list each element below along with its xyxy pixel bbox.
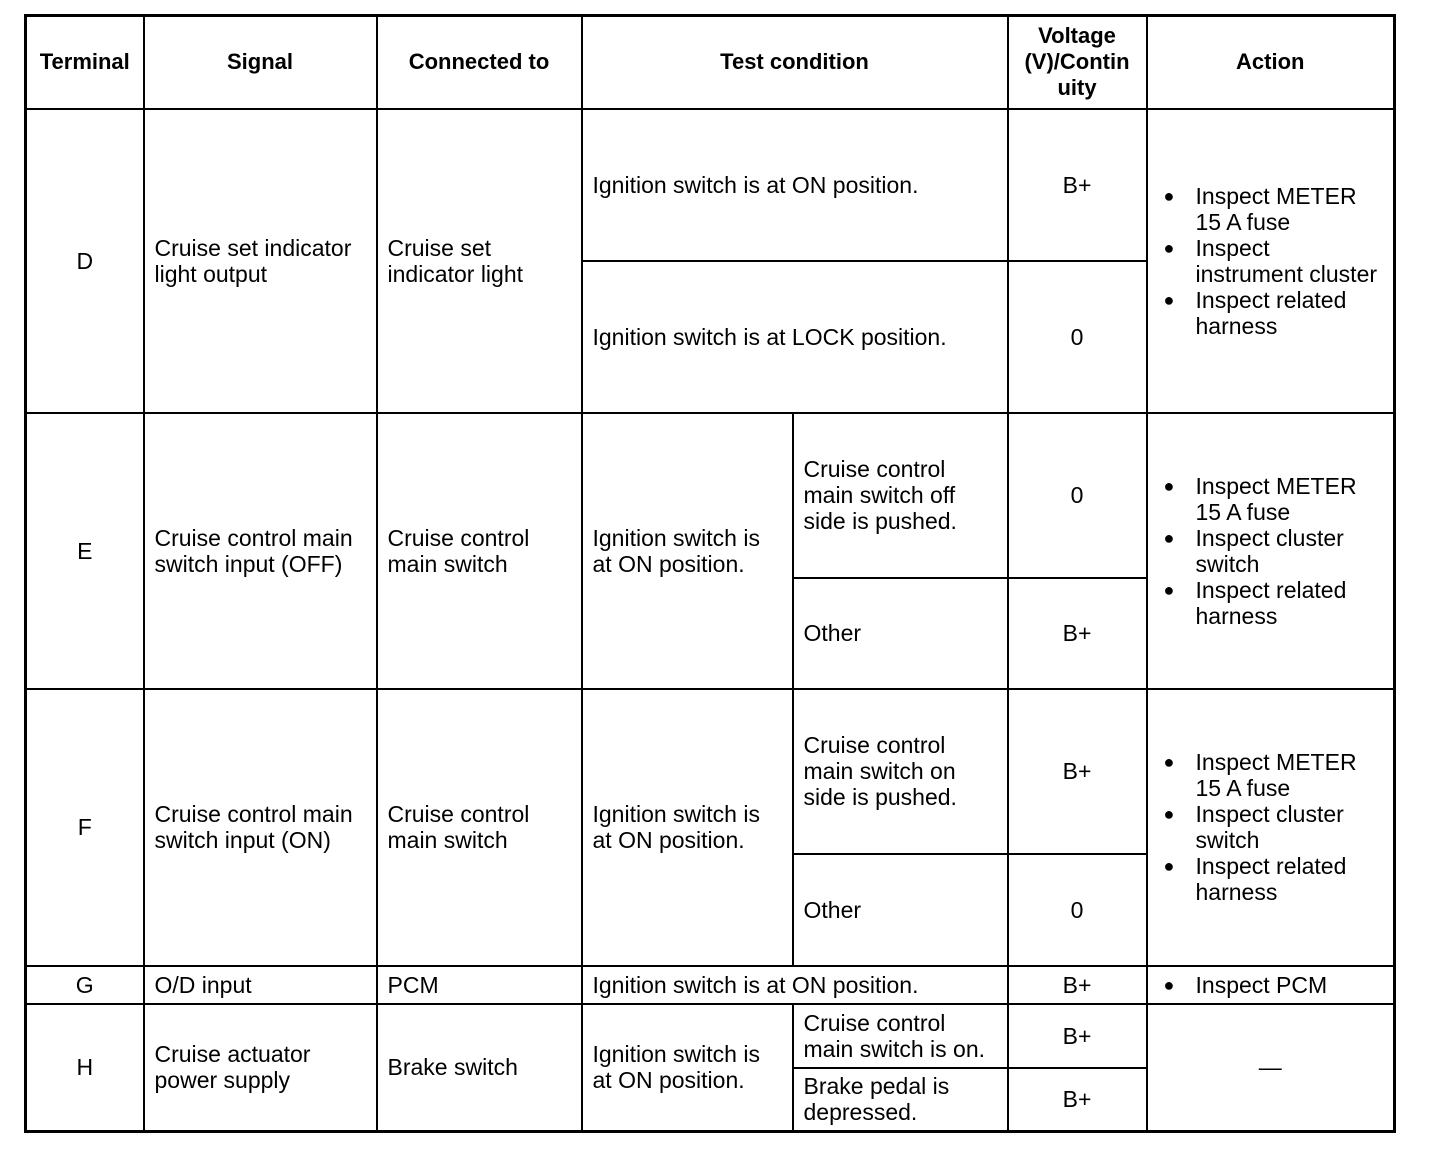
table-row [26, 966, 1395, 1004]
connected-to-cell: Cruise control main switch [377, 689, 582, 966]
connected-to-cell: Cruise set indicator light [377, 109, 582, 413]
terminal-cell: H [26, 1004, 144, 1132]
action-list [1158, 183, 1384, 339]
voltage-cell: B+ [1008, 109, 1147, 261]
signal-cell: O/D input [144, 966, 377, 1004]
table-row [26, 413, 1395, 578]
header-row [26, 16, 1395, 109]
terminal-cell: D [26, 109, 144, 413]
signal-cell: Cruise control main switch input (OFF) [144, 413, 377, 689]
sub-condition-cell: Cruise control main switch is on. [793, 1004, 1008, 1068]
sub-condition-cell: Other [793, 578, 1008, 689]
action-item: ● Inspect PCM [1158, 972, 1384, 998]
action-item: ● Inspect cluster switch [1158, 525, 1384, 577]
connected-to-cell: Brake switch [377, 1004, 582, 1132]
action-item: ● Inspect METER 15 A fuse [1158, 183, 1384, 235]
sub-condition-cell: Cruise control main switch on side is pushed. [793, 689, 1008, 854]
header-voltage: Voltage (V)/Contin uity [1008, 16, 1147, 109]
signal-cell: Cruise control main switch input (ON) [144, 689, 377, 966]
table-row [26, 1004, 1395, 1068]
test-condition-cell: Ignition switch is at ON position. [582, 966, 1008, 1004]
action-item: ● Inspect METER 15 A fuse [1158, 473, 1384, 525]
terminal-cell: G [26, 966, 144, 1004]
connected-to-cell: Cruise control main switch [377, 413, 582, 689]
action-item: ● Inspect related harness [1158, 853, 1384, 905]
voltage-cell: B+ [1008, 689, 1147, 854]
action-cell [1147, 689, 1395, 966]
header-terminal: Terminal [26, 16, 144, 109]
action-list [1158, 749, 1384, 905]
terminal-cell: F [26, 689, 144, 966]
action-item: ● Inspect related harness [1158, 577, 1384, 629]
voltage-cell: B+ [1008, 1068, 1147, 1132]
action-list [1158, 473, 1384, 629]
sub-condition-cell: Cruise control main switch off side is pushed. [793, 413, 1008, 578]
sub-condition-cell: Brake pedal is depressed. [793, 1068, 1008, 1132]
action-cell [1147, 109, 1395, 413]
voltage-cell: B+ [1008, 1004, 1147, 1068]
signal-cell: Cruise set indicator light output [144, 109, 377, 413]
voltage-cell: B+ [1008, 578, 1147, 689]
test-condition-cell: Ignition switch is at ON position. [582, 413, 793, 689]
connected-to-cell: PCM [377, 966, 582, 1004]
signal-cell: Cruise actuator power supply [144, 1004, 377, 1132]
table-row [26, 689, 1395, 854]
action-item: ● Inspect METER 15 A fuse [1158, 749, 1384, 801]
action-item: ● Inspect related harness [1158, 287, 1384, 339]
action-list [1158, 972, 1384, 998]
header-connected-to: Connected to [377, 16, 582, 109]
header-test-condition: Test condition [582, 16, 1008, 109]
voltage-cell: B+ [1008, 966, 1147, 1004]
action-cell [1147, 966, 1395, 1004]
action-item: ● Inspect cluster switch [1158, 801, 1384, 853]
header-action: Action [1147, 16, 1395, 109]
terminal-inspection-table [24, 14, 1396, 1133]
header-signal: Signal [144, 16, 377, 109]
terminal-cell: E [26, 413, 144, 689]
voltage-cell: 0 [1008, 854, 1147, 966]
sub-condition-cell: Other [793, 854, 1008, 966]
action-item: ● Inspect instrument cluster [1158, 235, 1384, 287]
action-cell: — [1147, 1004, 1395, 1132]
test-condition-cell: Ignition switch is at LOCK position. [582, 261, 1008, 413]
action-cell [1147, 413, 1395, 689]
voltage-cell: 0 [1008, 413, 1147, 578]
test-condition-cell: Ignition switch is at ON position. [582, 109, 1008, 261]
test-condition-cell: Ignition switch is at ON position. [582, 1004, 793, 1132]
voltage-cell: 0 [1008, 261, 1147, 413]
test-condition-cell: Ignition switch is at ON position. [582, 689, 793, 966]
table-row [26, 109, 1395, 261]
